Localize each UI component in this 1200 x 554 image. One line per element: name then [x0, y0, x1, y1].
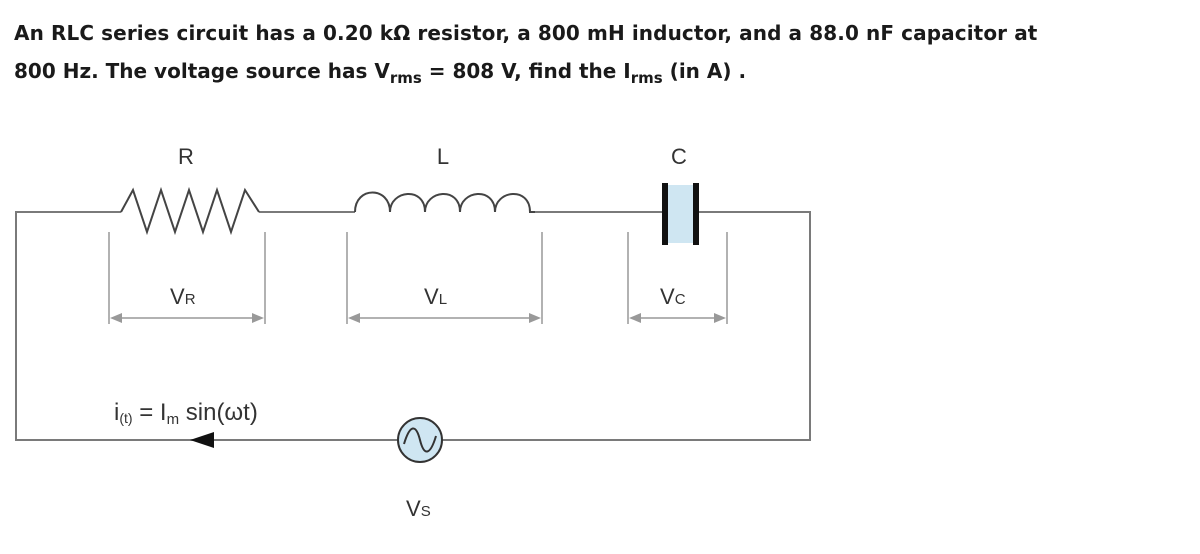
vc-label: VC: [660, 284, 686, 309]
capacitor-dielectric: [666, 185, 696, 243]
current-equation: i(t) = Im sin(ωt): [114, 399, 258, 428]
vr-label: VR: [170, 284, 196, 309]
vs-label: VS: [406, 496, 431, 521]
resistor-symbol: [121, 190, 259, 232]
resistor-label: R: [178, 144, 194, 169]
question-line-2-part-a: 800 Hz. The voltage source has V: [14, 59, 390, 83]
capacitor-label: C: [671, 144, 687, 169]
ac-source-symbol: [398, 418, 442, 462]
capacitor-symbol: [662, 183, 699, 245]
inductor-symbol: [355, 193, 535, 213]
wire-right-loop: [442, 212, 810, 440]
irms-subscript: rms: [630, 69, 663, 87]
vl-label: VL: [424, 284, 448, 309]
capacitor-plate-left: [662, 183, 668, 245]
question-line-2-part-c: (in A) .: [662, 59, 747, 83]
measurement-markers: [109, 232, 727, 324]
current-arrow: [190, 432, 214, 448]
vrms-subscript: rms: [389, 69, 422, 87]
question-line-1: An RLC series circuit has a 0.20 kΩ resistor, a 800 mH inductor, and a 88.0 nF capacitor at: [14, 21, 1038, 45]
inductor-label: L: [436, 144, 450, 169]
capacitor-plate-right: [693, 183, 699, 245]
question-line-2-part-b: = 808 V, find the I: [421, 59, 631, 83]
